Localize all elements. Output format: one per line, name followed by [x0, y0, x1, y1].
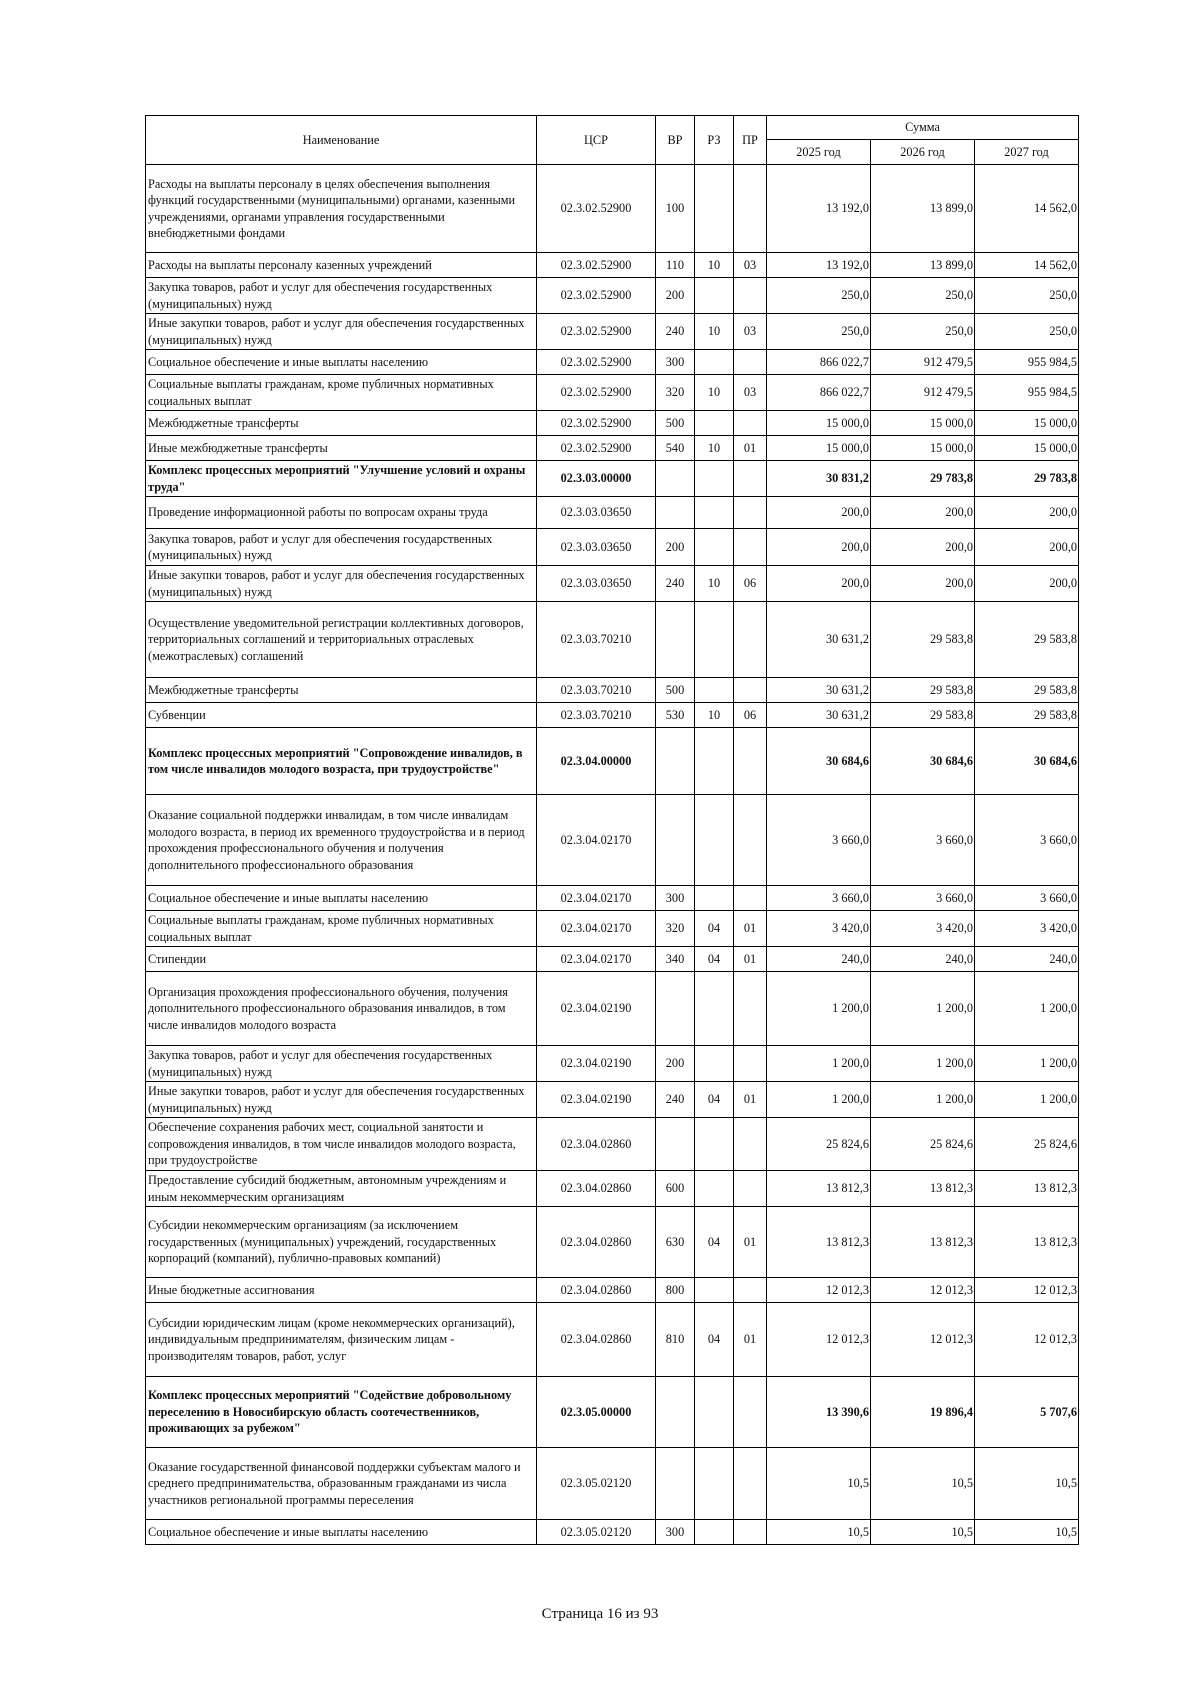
- cell-2025: 200,0: [767, 529, 871, 566]
- cell-2026: 13 899,0: [871, 253, 975, 278]
- cell-2027: 10,5: [975, 1448, 1079, 1520]
- cell-vr: [656, 1118, 695, 1171]
- cell-pr: [734, 461, 767, 497]
- cell-rz: [695, 278, 734, 314]
- cell-2027: 200,0: [975, 497, 1079, 529]
- header-pr: ПР: [734, 116, 767, 165]
- cell-2027: 955 984,5: [975, 350, 1079, 375]
- cell-name: Социальное обеспечение и иные выплаты населению: [146, 350, 537, 375]
- table-row: [146, 1278, 1079, 1303]
- cell-csr: 02.3.04.02170: [537, 886, 656, 911]
- cell-name: Субсидии юридическим лицам (кроме некоммерческих организаций), индивидуальным предпринимателям, физическим лицам - производителям товаров, работ, услуг: [146, 1303, 537, 1377]
- cell-pr: [734, 678, 767, 703]
- cell-2027: 200,0: [975, 529, 1079, 566]
- cell-2026: 3 420,0: [871, 911, 975, 947]
- cell-csr: 02.3.02.52900: [537, 314, 656, 350]
- cell-vr: 540: [656, 436, 695, 461]
- cell-name: Социальные выплаты гражданам, кроме публичных нормативных социальных выплат: [146, 375, 537, 411]
- cell-rz: [695, 602, 734, 678]
- cell-2026: 12 012,3: [871, 1278, 975, 1303]
- cell-name: Закупка товаров, работ и услуг для обеспечения государственных (муниципальных) нужд: [146, 278, 537, 314]
- cell-csr: 02.3.03.03650: [537, 497, 656, 529]
- cell-csr: 02.3.05.02120: [537, 1520, 656, 1545]
- cell-2025: 866 022,7: [767, 375, 871, 411]
- cell-2025: 200,0: [767, 566, 871, 602]
- cell-pr: [734, 165, 767, 253]
- cell-name: Расходы на выплаты персоналу казенных учреждений: [146, 253, 537, 278]
- cell-rz: 04: [695, 911, 734, 947]
- cell-rz: [695, 461, 734, 497]
- cell-pr: [734, 1278, 767, 1303]
- cell-2027: 250,0: [975, 314, 1079, 350]
- table-row: [146, 947, 1079, 972]
- cell-2026: 29 583,8: [871, 602, 975, 678]
- cell-2025: 250,0: [767, 278, 871, 314]
- cell-vr: 800: [656, 1278, 695, 1303]
- cell-name: Субвенции: [146, 703, 537, 728]
- cell-rz: 04: [695, 1082, 734, 1118]
- table-row: [146, 350, 1079, 375]
- cell-pr: 03: [734, 314, 767, 350]
- cell-2025: 12 012,3: [767, 1303, 871, 1377]
- cell-rz: 04: [695, 1303, 734, 1377]
- cell-rz: [695, 1171, 734, 1207]
- table-row: [146, 728, 1079, 795]
- table-body: [146, 165, 1079, 1545]
- cell-2025: 3 420,0: [767, 911, 871, 947]
- table-row: [146, 911, 1079, 947]
- cell-2025: 25 824,6: [767, 1118, 871, 1171]
- header-year-2026: 2026 год: [871, 140, 975, 165]
- cell-pr: [734, 529, 767, 566]
- cell-csr: 02.3.03.03650: [537, 529, 656, 566]
- cell-2027: 5 707,6: [975, 1377, 1079, 1448]
- cell-vr: 500: [656, 411, 695, 436]
- cell-vr: 320: [656, 375, 695, 411]
- cell-2027: 12 012,3: [975, 1278, 1079, 1303]
- cell-2027: 1 200,0: [975, 972, 1079, 1046]
- cell-2027: 13 812,3: [975, 1171, 1079, 1207]
- cell-2026: 200,0: [871, 566, 975, 602]
- cell-rz: [695, 1520, 734, 1545]
- cell-rz: [695, 497, 734, 529]
- cell-2027: 15 000,0: [975, 411, 1079, 436]
- cell-name: Межбюджетные трансферты: [146, 411, 537, 436]
- cell-2025: 13 812,3: [767, 1171, 871, 1207]
- cell-2026: 250,0: [871, 278, 975, 314]
- cell-2025: 30 631,2: [767, 678, 871, 703]
- cell-2025: 13 390,6: [767, 1377, 871, 1448]
- cell-csr: 02.3.04.02190: [537, 1046, 656, 1082]
- cell-pr: [734, 728, 767, 795]
- cell-name: Комплекс процессных мероприятий "Содействие добровольному переселению в Новосибирскую область соотечественников, проживающих за рубежом": [146, 1377, 537, 1448]
- table-row: [146, 1520, 1079, 1545]
- cell-2026: 3 660,0: [871, 886, 975, 911]
- cell-2026: 3 660,0: [871, 795, 975, 886]
- cell-rz: [695, 350, 734, 375]
- cell-csr: 02.3.02.52900: [537, 278, 656, 314]
- cell-vr: 300: [656, 1520, 695, 1545]
- cell-csr: 02.3.02.52900: [537, 350, 656, 375]
- cell-pr: 01: [734, 1303, 767, 1377]
- cell-pr: 01: [734, 947, 767, 972]
- header-year-2025: 2025 год: [767, 140, 871, 165]
- cell-csr: 02.3.03.03650: [537, 566, 656, 602]
- cell-2026: 912 479,5: [871, 375, 975, 411]
- cell-2027: 29 783,8: [975, 461, 1079, 497]
- table-row: [146, 678, 1079, 703]
- table-row: [146, 972, 1079, 1046]
- cell-vr: 340: [656, 947, 695, 972]
- cell-name: Закупка товаров, работ и услуг для обеспечения государственных (муниципальных) нужд: [146, 529, 537, 566]
- cell-name: Обеспечение сохранения рабочих мест, социальной занятости и сопровождения инвалидов, в том числе инвалидов молодого возраста, при трудоустройстве: [146, 1118, 537, 1171]
- cell-vr: 300: [656, 886, 695, 911]
- cell-name: Организация прохождения профессионального обучения, получения дополнительного профессионального образования инвалидов, в том числе инвалидов молодого возраста: [146, 972, 537, 1046]
- table-row: [146, 602, 1079, 678]
- cell-2027: 200,0: [975, 566, 1079, 602]
- cell-vr: 100: [656, 165, 695, 253]
- cell-2025: 13 812,3: [767, 1207, 871, 1278]
- cell-rz: [695, 165, 734, 253]
- cell-2025: 30 831,2: [767, 461, 871, 497]
- cell-pr: [734, 278, 767, 314]
- cell-name: Комплекс процессных мероприятий "Улучшение условий и охраны труда": [146, 461, 537, 497]
- cell-name: Комплекс процессных мероприятий "Сопровождение инвалидов, в том числе инвалидов молодого возраста, при трудоустройстве": [146, 728, 537, 795]
- cell-2027: 10,5: [975, 1520, 1079, 1545]
- header-csr: ЦСР: [537, 116, 656, 165]
- table-row: [146, 1303, 1079, 1377]
- cell-pr: [734, 1448, 767, 1520]
- cell-pr: [734, 602, 767, 678]
- cell-rz: 10: [695, 436, 734, 461]
- cell-csr: 02.3.03.70210: [537, 703, 656, 728]
- cell-2025: 13 192,0: [767, 253, 871, 278]
- cell-2027: 14 562,0: [975, 253, 1079, 278]
- cell-2025: 12 012,3: [767, 1278, 871, 1303]
- cell-pr: 03: [734, 375, 767, 411]
- cell-2027: 250,0: [975, 278, 1079, 314]
- cell-2025: 10,5: [767, 1520, 871, 1545]
- cell-2025: 10,5: [767, 1448, 871, 1520]
- cell-name: Закупка товаров, работ и услуг для обеспечения государственных (муниципальных) нужд: [146, 1046, 537, 1082]
- cell-name: Иные межбюджетные трансферты: [146, 436, 537, 461]
- cell-2027: 29 583,8: [975, 678, 1079, 703]
- cell-2027: 3 660,0: [975, 795, 1079, 886]
- cell-csr: 02.3.04.02170: [537, 795, 656, 886]
- cell-2026: 29 583,8: [871, 703, 975, 728]
- cell-2026: 15 000,0: [871, 436, 975, 461]
- cell-2026: 30 684,6: [871, 728, 975, 795]
- cell-name: Иные закупки товаров, работ и услуг для обеспечения государственных (муниципальных) нужд: [146, 1082, 537, 1118]
- table-row: [146, 436, 1079, 461]
- cell-csr: 02.3.02.52900: [537, 253, 656, 278]
- cell-csr: 02.3.03.00000: [537, 461, 656, 497]
- cell-name: Оказание государственной финансовой поддержки субъектам малого и среднего предпринимательства, образованным гражданами из числа участников региональной программы переселения: [146, 1448, 537, 1520]
- cell-pr: [734, 497, 767, 529]
- cell-2025: 15 000,0: [767, 436, 871, 461]
- cell-2025: 30 684,6: [767, 728, 871, 795]
- cell-rz: 10: [695, 566, 734, 602]
- table-row: [146, 278, 1079, 314]
- cell-rz: [695, 795, 734, 886]
- cell-2026: 29 583,8: [871, 678, 975, 703]
- table-row: [146, 461, 1079, 497]
- cell-2025: 3 660,0: [767, 795, 871, 886]
- table-row: [146, 1082, 1079, 1118]
- table-row: [146, 703, 1079, 728]
- cell-pr: 01: [734, 911, 767, 947]
- cell-csr: 02.3.04.02860: [537, 1278, 656, 1303]
- cell-pr: [734, 972, 767, 1046]
- cell-vr: 300: [656, 350, 695, 375]
- cell-name: Социальные выплаты гражданам, кроме публичных нормативных социальных выплат: [146, 911, 537, 947]
- cell-pr: 06: [734, 566, 767, 602]
- cell-2027: 1 200,0: [975, 1082, 1079, 1118]
- cell-csr: 02.3.02.52900: [537, 411, 656, 436]
- cell-2025: 240,0: [767, 947, 871, 972]
- cell-vr: 320: [656, 911, 695, 947]
- cell-rz: [695, 1278, 734, 1303]
- table-row: [146, 1448, 1079, 1520]
- cell-name: Социальное обеспечение и иные выплаты населению: [146, 886, 537, 911]
- cell-vr: 200: [656, 529, 695, 566]
- cell-2026: 12 012,3: [871, 1303, 975, 1377]
- cell-pr: 06: [734, 703, 767, 728]
- cell-vr: [656, 1377, 695, 1448]
- cell-rz: [695, 972, 734, 1046]
- cell-pr: 01: [734, 1207, 767, 1278]
- cell-name: Субсидии некоммерческим организациям (за исключением государственных (муниципальных) учреждений, государственных корпораций (компаний), публично-правовых компаний): [146, 1207, 537, 1278]
- cell-rz: [695, 678, 734, 703]
- cell-rz: 10: [695, 253, 734, 278]
- cell-rz: [695, 1448, 734, 1520]
- cell-vr: [656, 728, 695, 795]
- cell-2026: 13 812,3: [871, 1171, 975, 1207]
- table-row: [146, 314, 1079, 350]
- cell-vr: [656, 795, 695, 886]
- cell-2026: 25 824,6: [871, 1118, 975, 1171]
- cell-2026: 29 783,8: [871, 461, 975, 497]
- table-row: [146, 411, 1079, 436]
- cell-2027: 1 200,0: [975, 1046, 1079, 1082]
- cell-csr: 02.3.02.52900: [537, 375, 656, 411]
- cell-2025: 1 200,0: [767, 1046, 871, 1082]
- header-vr: ВР: [656, 116, 695, 165]
- cell-2025: 200,0: [767, 497, 871, 529]
- cell-pr: [734, 350, 767, 375]
- cell-2025: 250,0: [767, 314, 871, 350]
- cell-csr: 02.3.04.02190: [537, 972, 656, 1046]
- table-row: [146, 497, 1079, 529]
- cell-pr: [734, 1046, 767, 1082]
- table-row: [146, 566, 1079, 602]
- cell-rz: 10: [695, 314, 734, 350]
- cell-2027: 25 824,6: [975, 1118, 1079, 1171]
- cell-csr: 02.3.04.02170: [537, 911, 656, 947]
- table-row: [146, 375, 1079, 411]
- cell-csr: 02.3.03.70210: [537, 678, 656, 703]
- cell-vr: [656, 602, 695, 678]
- cell-pr: [734, 411, 767, 436]
- cell-csr: 02.3.04.02860: [537, 1207, 656, 1278]
- table-row: [146, 529, 1079, 566]
- cell-2027: 955 984,5: [975, 375, 1079, 411]
- cell-name: Иные закупки товаров, работ и услуг для обеспечения государственных (муниципальных) нужд: [146, 566, 537, 602]
- cell-2027: 14 562,0: [975, 165, 1079, 253]
- cell-csr: 02.3.05.02120: [537, 1448, 656, 1520]
- cell-vr: 110: [656, 253, 695, 278]
- cell-csr: 02.3.04.00000: [537, 728, 656, 795]
- cell-pr: [734, 886, 767, 911]
- cell-name: Иные бюджетные ассигнования: [146, 1278, 537, 1303]
- budget-table: [145, 115, 1079, 1545]
- cell-vr: 200: [656, 1046, 695, 1082]
- cell-name: Расходы на выплаты персоналу в целях обеспечения выполнения функций государственными (муниципальными) органами, казенными учреждениями, органами управления государственными внебюджетными фондами: [146, 165, 537, 253]
- cell-2025: 30 631,2: [767, 602, 871, 678]
- cell-2026: 912 479,5: [871, 350, 975, 375]
- cell-vr: 240: [656, 566, 695, 602]
- table-row: [146, 1118, 1079, 1171]
- cell-pr: 01: [734, 436, 767, 461]
- cell-name: Иные закупки товаров, работ и услуг для обеспечения государственных (муниципальных) нужд: [146, 314, 537, 350]
- cell-csr: 02.3.02.52900: [537, 165, 656, 253]
- cell-2026: 10,5: [871, 1448, 975, 1520]
- table-row: [146, 165, 1079, 253]
- cell-rz: 10: [695, 703, 734, 728]
- cell-2025: 1 200,0: [767, 972, 871, 1046]
- cell-rz: [695, 1046, 734, 1082]
- cell-vr: [656, 972, 695, 1046]
- cell-2026: 1 200,0: [871, 1046, 975, 1082]
- cell-rz: [695, 1118, 734, 1171]
- cell-csr: 02.3.04.02860: [537, 1118, 656, 1171]
- cell-name: Оказание социальной поддержки инвалидам, в том числе инвалидам молодого возраста, в период их временного трудоустройства и в период прохождения профессионального обучения и получения дополнительного профессионального образования: [146, 795, 537, 886]
- cell-name: Осуществление уведомительной регистрации коллективных договоров, территориальных соглашений и территориальных отраслевых (межотраслевых) соглашений: [146, 602, 537, 678]
- cell-rz: [695, 411, 734, 436]
- cell-2026: 1 200,0: [871, 972, 975, 1046]
- table-row: [146, 253, 1079, 278]
- header-year-2027: 2027 год: [975, 140, 1079, 165]
- cell-rz: [695, 529, 734, 566]
- cell-pr: [734, 1377, 767, 1448]
- header-name: Наименование: [146, 116, 537, 165]
- cell-2027: 15 000,0: [975, 436, 1079, 461]
- cell-name: Проведение информационной работы по вопросам охраны труда: [146, 497, 537, 529]
- cell-2026: 15 000,0: [871, 411, 975, 436]
- cell-csr: 02.3.04.02860: [537, 1303, 656, 1377]
- cell-csr: 02.3.04.02170: [537, 947, 656, 972]
- cell-rz: 10: [695, 375, 734, 411]
- cell-pr: 01: [734, 1082, 767, 1118]
- cell-rz: 04: [695, 1207, 734, 1278]
- cell-name: Стипендии: [146, 947, 537, 972]
- cell-vr: [656, 497, 695, 529]
- cell-2026: 19 896,4: [871, 1377, 975, 1448]
- cell-csr: 02.3.02.52900: [537, 436, 656, 461]
- cell-csr: 02.3.03.70210: [537, 602, 656, 678]
- cell-2025: 30 631,2: [767, 703, 871, 728]
- table-row: [146, 795, 1079, 886]
- cell-2025: 13 192,0: [767, 165, 871, 253]
- cell-vr: 530: [656, 703, 695, 728]
- cell-name: Межбюджетные трансферты: [146, 678, 537, 703]
- header-sum: Сумма: [767, 116, 1079, 140]
- cell-rz: [695, 728, 734, 795]
- cell-2026: 10,5: [871, 1520, 975, 1545]
- cell-rz: 04: [695, 947, 734, 972]
- cell-vr: 600: [656, 1171, 695, 1207]
- header-rz: РЗ: [695, 116, 734, 165]
- table-row: [146, 1046, 1079, 1082]
- cell-csr: 02.3.04.02860: [537, 1171, 656, 1207]
- cell-pr: [734, 1171, 767, 1207]
- page-number: Страница 16 из 93: [541, 1606, 659, 1622]
- table-row: [146, 1207, 1079, 1278]
- cell-pr: [734, 1118, 767, 1171]
- cell-vr: 200: [656, 278, 695, 314]
- cell-rz: [695, 1377, 734, 1448]
- cell-vr: 630: [656, 1207, 695, 1278]
- cell-vr: [656, 461, 695, 497]
- cell-2027: 12 012,3: [975, 1303, 1079, 1377]
- cell-vr: 240: [656, 314, 695, 350]
- cell-2026: 200,0: [871, 497, 975, 529]
- cell-2027: 240,0: [975, 947, 1079, 972]
- cell-rz: [695, 886, 734, 911]
- cell-2025: 1 200,0: [767, 1082, 871, 1118]
- table-row: [146, 1377, 1079, 1448]
- cell-name: Социальное обеспечение и иные выплаты населению: [146, 1520, 537, 1545]
- cell-2026: 250,0: [871, 314, 975, 350]
- cell-name: Предоставление субсидий бюджетным, автономным учреждениям и иным некоммерческим организациям: [146, 1171, 537, 1207]
- cell-csr: 02.3.05.00000: [537, 1377, 656, 1448]
- cell-2027: 29 583,8: [975, 602, 1079, 678]
- cell-csr: 02.3.04.02190: [537, 1082, 656, 1118]
- cell-vr: [656, 1448, 695, 1520]
- cell-2026: 13 812,3: [871, 1207, 975, 1278]
- cell-2026: 200,0: [871, 529, 975, 566]
- cell-2026: 1 200,0: [871, 1082, 975, 1118]
- cell-vr: 240: [656, 1082, 695, 1118]
- cell-2027: 3 660,0: [975, 886, 1079, 911]
- cell-2025: 866 022,7: [767, 350, 871, 375]
- cell-2025: 3 660,0: [767, 886, 871, 911]
- cell-2025: 15 000,0: [767, 411, 871, 436]
- cell-vr: 500: [656, 678, 695, 703]
- table-row: [146, 886, 1079, 911]
- cell-2027: 30 684,6: [975, 728, 1079, 795]
- cell-pr: [734, 795, 767, 886]
- cell-2026: 240,0: [871, 947, 975, 972]
- cell-pr: 03: [734, 253, 767, 278]
- cell-2027: 3 420,0: [975, 911, 1079, 947]
- cell-2026: 13 899,0: [871, 165, 975, 253]
- cell-pr: [734, 1520, 767, 1545]
- cell-2027: 29 583,8: [975, 703, 1079, 728]
- table-row: [146, 1171, 1079, 1207]
- cell-vr: 810: [656, 1303, 695, 1377]
- cell-2027: 13 812,3: [975, 1207, 1079, 1278]
